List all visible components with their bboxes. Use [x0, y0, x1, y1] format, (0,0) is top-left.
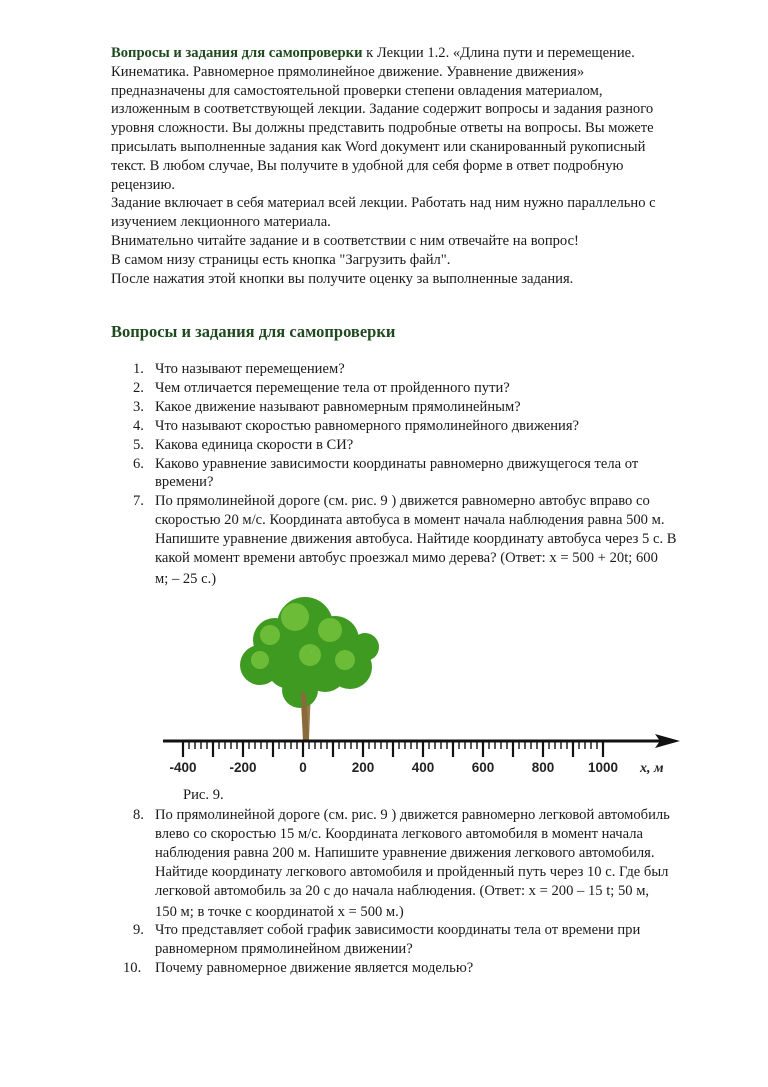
question-item	[111, 492, 731, 589]
question-item	[111, 806, 731, 921]
intro-line: изучением лекционного материала.	[111, 214, 331, 231]
figure-svg	[150, 585, 690, 785]
intro-line: Кинематика. Равномерное прямолинейное движение. Уравнение движения»	[111, 63, 585, 80]
intro-line: В самом низу страницы есть кнопка "Загрузить файл".	[111, 251, 451, 268]
question-item	[111, 455, 731, 493]
axis-unit-label: x, м	[640, 761, 664, 776]
questions-list	[111, 360, 731, 589]
figure-caption: Рис. 9.	[183, 787, 224, 803]
section-heading: Вопросы и задания для самопроверки	[111, 322, 396, 341]
axis-tick-label: -400	[169, 760, 197, 775]
axis-tick-label: -200	[229, 760, 257, 775]
intro-line: Внимательно читайте задание и в соответствии с ним отвечайте на вопрос!	[111, 232, 579, 249]
intro-line: После нажатия этой кнопки вы получите оценку за выполненные задания.	[111, 270, 574, 287]
question-line: Напишите уравнение движения автобуса. Найтиде координату автобуса через 5 с. В	[155, 531, 677, 548]
question-line: времени?	[155, 474, 214, 491]
question-line: Почему равномерное движение является моделью?	[155, 960, 474, 977]
question-line: Какое движение называют равномерным прямолинейным?	[155, 398, 521, 415]
question-line: какой момент времени автобус проезжал мимо дерева? (Ответ: x = 500 + 20t; 600	[155, 550, 658, 567]
question-item	[111, 959, 731, 978]
question-line: По прямолинейной дороге (см. рис. 9 ) движется равномерно легковой автомобиль	[155, 807, 670, 823]
question-item	[111, 921, 731, 959]
question-line: м; – 25 с.)	[155, 570, 217, 587]
intro-line: рецензию.	[111, 176, 175, 193]
intro-text: к Лекции 1.2. «Длина пути и перемещение.	[362, 45, 635, 61]
intro-line: Задание включает в себя материал всей лекции. Работать над ним нужно параллельно с	[111, 195, 656, 212]
question-line: Чем отличается перемещение тела от пройденного пути?	[155, 379, 510, 396]
question-item	[111, 417, 731, 436]
intro-line: уровня сложности. Вы должны представить подробные ответы на вопросы. Вы можете	[111, 120, 654, 137]
question-number: 8.	[133, 807, 144, 823]
question-item	[111, 436, 731, 455]
question-number: 10.	[123, 960, 142, 977]
question-number: 5.	[133, 436, 144, 453]
question-number: 9.	[133, 922, 144, 939]
question-item	[111, 398, 731, 417]
question-line: По прямолинейной дороге (см. рис. 9 ) движется равномерно автобус вправо со	[155, 493, 650, 510]
questions-list-continued	[111, 806, 731, 978]
question-line: Какова единица скорости в СИ?	[155, 436, 354, 453]
question-number: 1.	[133, 361, 144, 377]
intro-line	[111, 44, 731, 63]
question-line: 150 м; в точке с координатой x = 500 м.)	[155, 903, 404, 920]
question-line: скоростью 20 м/с. Координата автобуса в момент начала наблюдения равна 500 м.	[155, 512, 665, 529]
question-number: 7.	[133, 493, 144, 510]
axis-tick-label: 600	[471, 760, 495, 775]
question-line: Что представляет собой график зависимости координаты тела от времени при	[155, 922, 641, 939]
question-line: легковой автомобиль за 20 с до начала наблюдения. (Ответ: x = 200 – 15 t; 50 м,	[155, 882, 650, 899]
figure-number-line	[150, 585, 690, 785]
axis-tick-label: 0	[299, 760, 307, 775]
question-line: Каково уравнение зависимости координаты равномерно движущегося тела от	[155, 455, 639, 472]
intro-bold-lead: Вопросы и задания для самопроверки	[111, 45, 363, 61]
intro-line: текст. В любом случае, Вы получите в удобной для себя форме в ответ подробную	[111, 157, 624, 174]
axis-tick-label: 800	[531, 760, 555, 775]
tree-icon	[240, 597, 379, 740]
question-number: 4.	[133, 417, 144, 434]
intro-line: присылать выполненные задания как Word документ или сканированный рукописный	[111, 138, 646, 155]
question-item	[111, 360, 731, 379]
axis-tick-label: 1000	[587, 760, 619, 775]
intro-paragraph	[111, 44, 731, 288]
question-line: равномерном прямолинейном движении?	[155, 941, 413, 958]
question-item	[111, 379, 731, 398]
question-line: Что называют скоростью равномерного прямолинейного движения?	[155, 417, 580, 434]
intro-line: предназначены для самостоятельной проверки степени овладения материалом,	[111, 82, 603, 99]
axis-tick-label: 200	[351, 760, 375, 775]
question-line: наблюдения равна 200 м. Напишите уравнение движения легкового автомобиля.	[155, 844, 655, 861]
question-number: 6.	[133, 455, 144, 472]
question-line: влево со скоростью 15 м/с. Координата легкового автомобиля в момент начала	[155, 825, 644, 842]
question-number: 3.	[133, 398, 144, 415]
axis-tick-label: 400	[411, 760, 435, 775]
intro-line: изложенным в соответствующей лекции. Задание содержит вопросы и задания разного	[111, 101, 654, 118]
question-line: Что называют перемещением?	[155, 361, 345, 377]
question-line: Найтиде координату легкового автомобиля и пройденный путь через 10 с. Где был	[155, 863, 669, 880]
question-number: 2.	[133, 379, 144, 396]
